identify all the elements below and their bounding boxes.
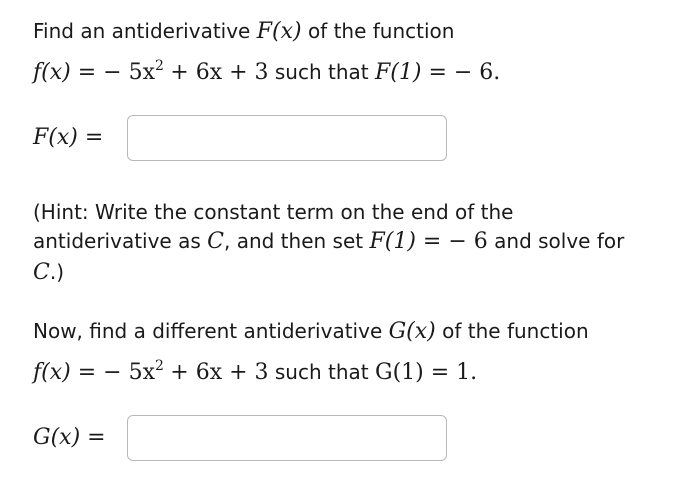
condition-lhs: F(1) (375, 60, 422, 85)
answer-1-label-row (33, 124, 110, 152)
hint-line-1: (Hint: Write the constant term on the end of the (33, 200, 514, 224)
function2-label: f(x) (33, 360, 71, 385)
poly2-term-1: − 5x (103, 360, 155, 385)
hint-line-2 (33, 227, 624, 256)
prompt2-text: Now, find a different antiderivative (33, 319, 383, 343)
poly-term-1: − 5x (103, 60, 155, 85)
poly2-term-2: + 6x + 3 (170, 360, 269, 385)
hint-condition-rhs: − 6 (448, 229, 488, 254)
question2-line-1 (33, 317, 589, 346)
condition-rhs: − 6. (453, 60, 501, 85)
question-line-1 (33, 17, 454, 46)
prompt2-text-2: of the function (442, 319, 589, 343)
antiderivative-G: G(x) (388, 319, 436, 344)
prompt-text: Find an antiderivative (33, 19, 251, 43)
hint-line-3 (33, 258, 64, 287)
answer-2-label: G(x) (33, 425, 81, 450)
poly-term-2: + 6x + 3 (170, 60, 269, 85)
answer-2-equals: = (87, 425, 106, 450)
equals2-sign: = (77, 360, 97, 385)
equals-sign: = (77, 60, 97, 85)
answer-2-label-row (33, 424, 113, 452)
answer-1-input[interactable] (127, 115, 447, 161)
hint-text-c: and solve for (494, 229, 625, 253)
hint-condition-equals: = (422, 229, 442, 254)
hint-constant-C-2: C (33, 260, 50, 285)
hint-text-b: , and then set (223, 229, 364, 253)
hint-constant-C: C (207, 229, 224, 254)
prompt-text-2: of the function (307, 19, 455, 43)
antiderivative-F: F(x) (256, 19, 302, 44)
question2-line-2 (33, 352, 477, 387)
such-that-text: such that (274, 60, 369, 84)
exponent: 2 (155, 58, 164, 74)
hint-text-a: antiderivative as (33, 229, 201, 253)
answer-2-input[interactable] (127, 415, 447, 461)
exponent-2: 2 (155, 358, 164, 374)
hint-condition-lhs: F(1) (369, 229, 416, 254)
function-label: f(x) (33, 60, 71, 85)
condition2: G(1) = 1. (375, 360, 478, 385)
question-line-2 (33, 52, 500, 87)
hint-text-end: .) (49, 260, 65, 284)
condition-equals: = (428, 60, 447, 85)
answer-1-label: F(x) (33, 125, 78, 150)
answer-1-equals: = (84, 125, 104, 150)
such-that-text-2: such that (274, 360, 369, 384)
